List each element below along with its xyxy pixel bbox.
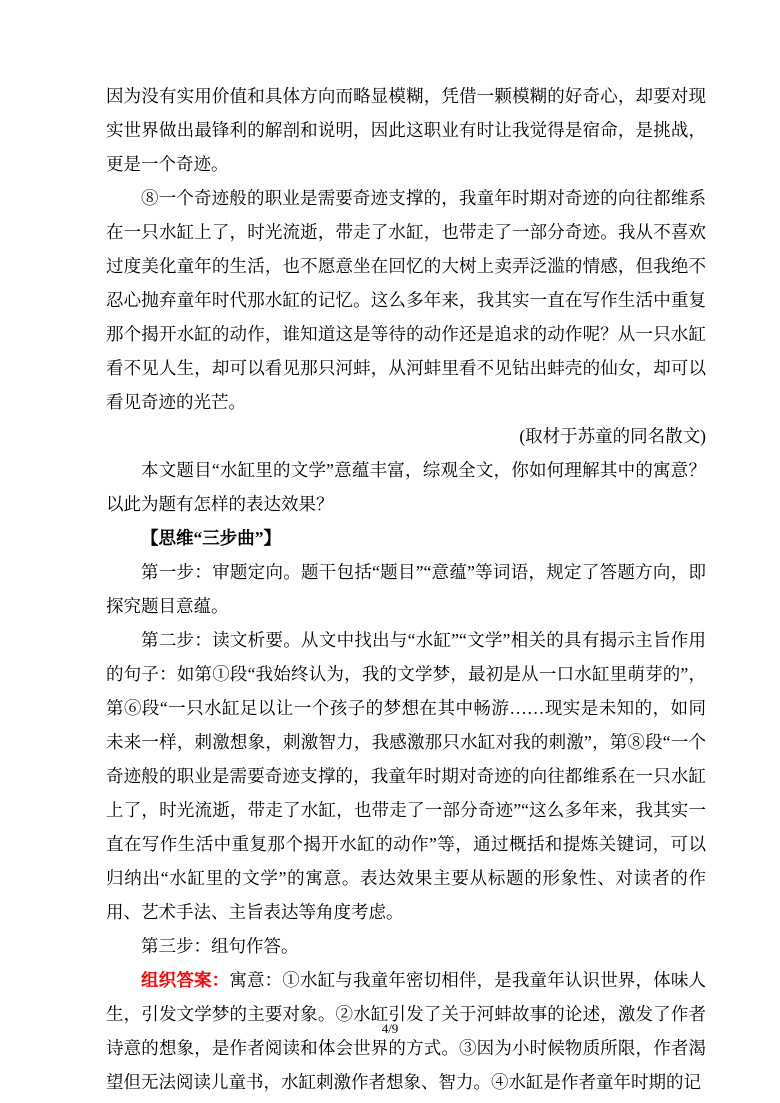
passage-continued-paragraph: 因为没有实用价值和具体方向而略显模糊，凭借一颗模糊的好奇心，却要对现实世界做出最锋利的解剖和说明，因此这职业有时让我觉得是宿命，是挑战，更是一个奇迹。 <box>106 86 706 174</box>
page-number: 4/9 <box>381 1021 399 1036</box>
step-1-paragraph: 第一步：审题定向。题干包括“题目”“意蕴”等词语，规定了答题方向，即探究题目意蕴。 <box>106 562 706 616</box>
source-attribution: (取材于苏童的同名散文) <box>519 426 706 446</box>
step-3-paragraph: 第三步：组句作答。 <box>141 936 299 956</box>
answer-body: 寓意：①水缸与我童年密切相伴，是我童年认识世界，体味人生，引发文学梦的主要对象。②水缸引发了关于河蚌故事的论述，激发了作者诗意的想象，是作者阅读和体会世界的方式。③因为小时候物质所限，作者渴望但无法阅读儿童书，水缸刺激作者想象、智力。④水缸是作者童年时期的记 <box>106 970 707 1092</box>
thinking-steps-header: 【思维“三步曲”】 <box>141 528 281 548</box>
answer-label: 组织答案： <box>141 970 230 990</box>
document-body <box>106 79 706 1099</box>
passage-paragraph-8: ⑧一个奇迹般的职业是需要奇迹支撑的，我童年时期对奇迹的向往都维系在一只水缸上了，时光流逝，带走了水缸，也带走了一部分奇迹。我从不喜欢过度美化童年的生活，也不愿意坐在回忆的大树上卖弄泛滥的情感，但我绝不忍心抛弃童年时代那水缸的记忆。这么多年来，我其实一直在写作生活中重复那个揭开水缸的动作，谁知道这是等待的动作还是追求的动作呢？从一只水缸看不见人生，却可以看见那只河蚌，从河蚌里看不见钻出蚌壳的仙女，却可以看见奇迹的光芒。 <box>106 188 706 412</box>
step-2-paragraph: 第二步：读文析要。从文中找出与“水缸”“文学”相关的具有揭示主旨作用的句子：如第①段“我始终认为，我的文学梦，最初是从一口水缸里萌芽的”，第⑥段“一只水缸足以让一个孩子的梦想在其中畅游……现实是未知的，如同未来一样，刺激想象，刺激智力，我感激那只水缸对我的刺激”，第⑧段“一个奇迹般的职业是需要奇迹支撑的，我童年时期对奇迹的向往都维系在一只水缸上了，时光流逝，带走了水缸，也带走了一部分奇迹”“这么多年来，我其实一直在写作生活中重复那个揭开水缸的动作”等，通过概括和提炼关键词，可以归纳出“水缸里的文学”的寓意。表达效果主要从标题的形象性、对读者的作用、艺术手法、主旨表达等角度考虑。 <box>106 630 706 922</box>
question-text: 本文题目“水缸里的文学”意蕴丰富，综观全文，你如何理解其中的寓意？以此为题有怎样的表达效果？ <box>106 460 706 514</box>
